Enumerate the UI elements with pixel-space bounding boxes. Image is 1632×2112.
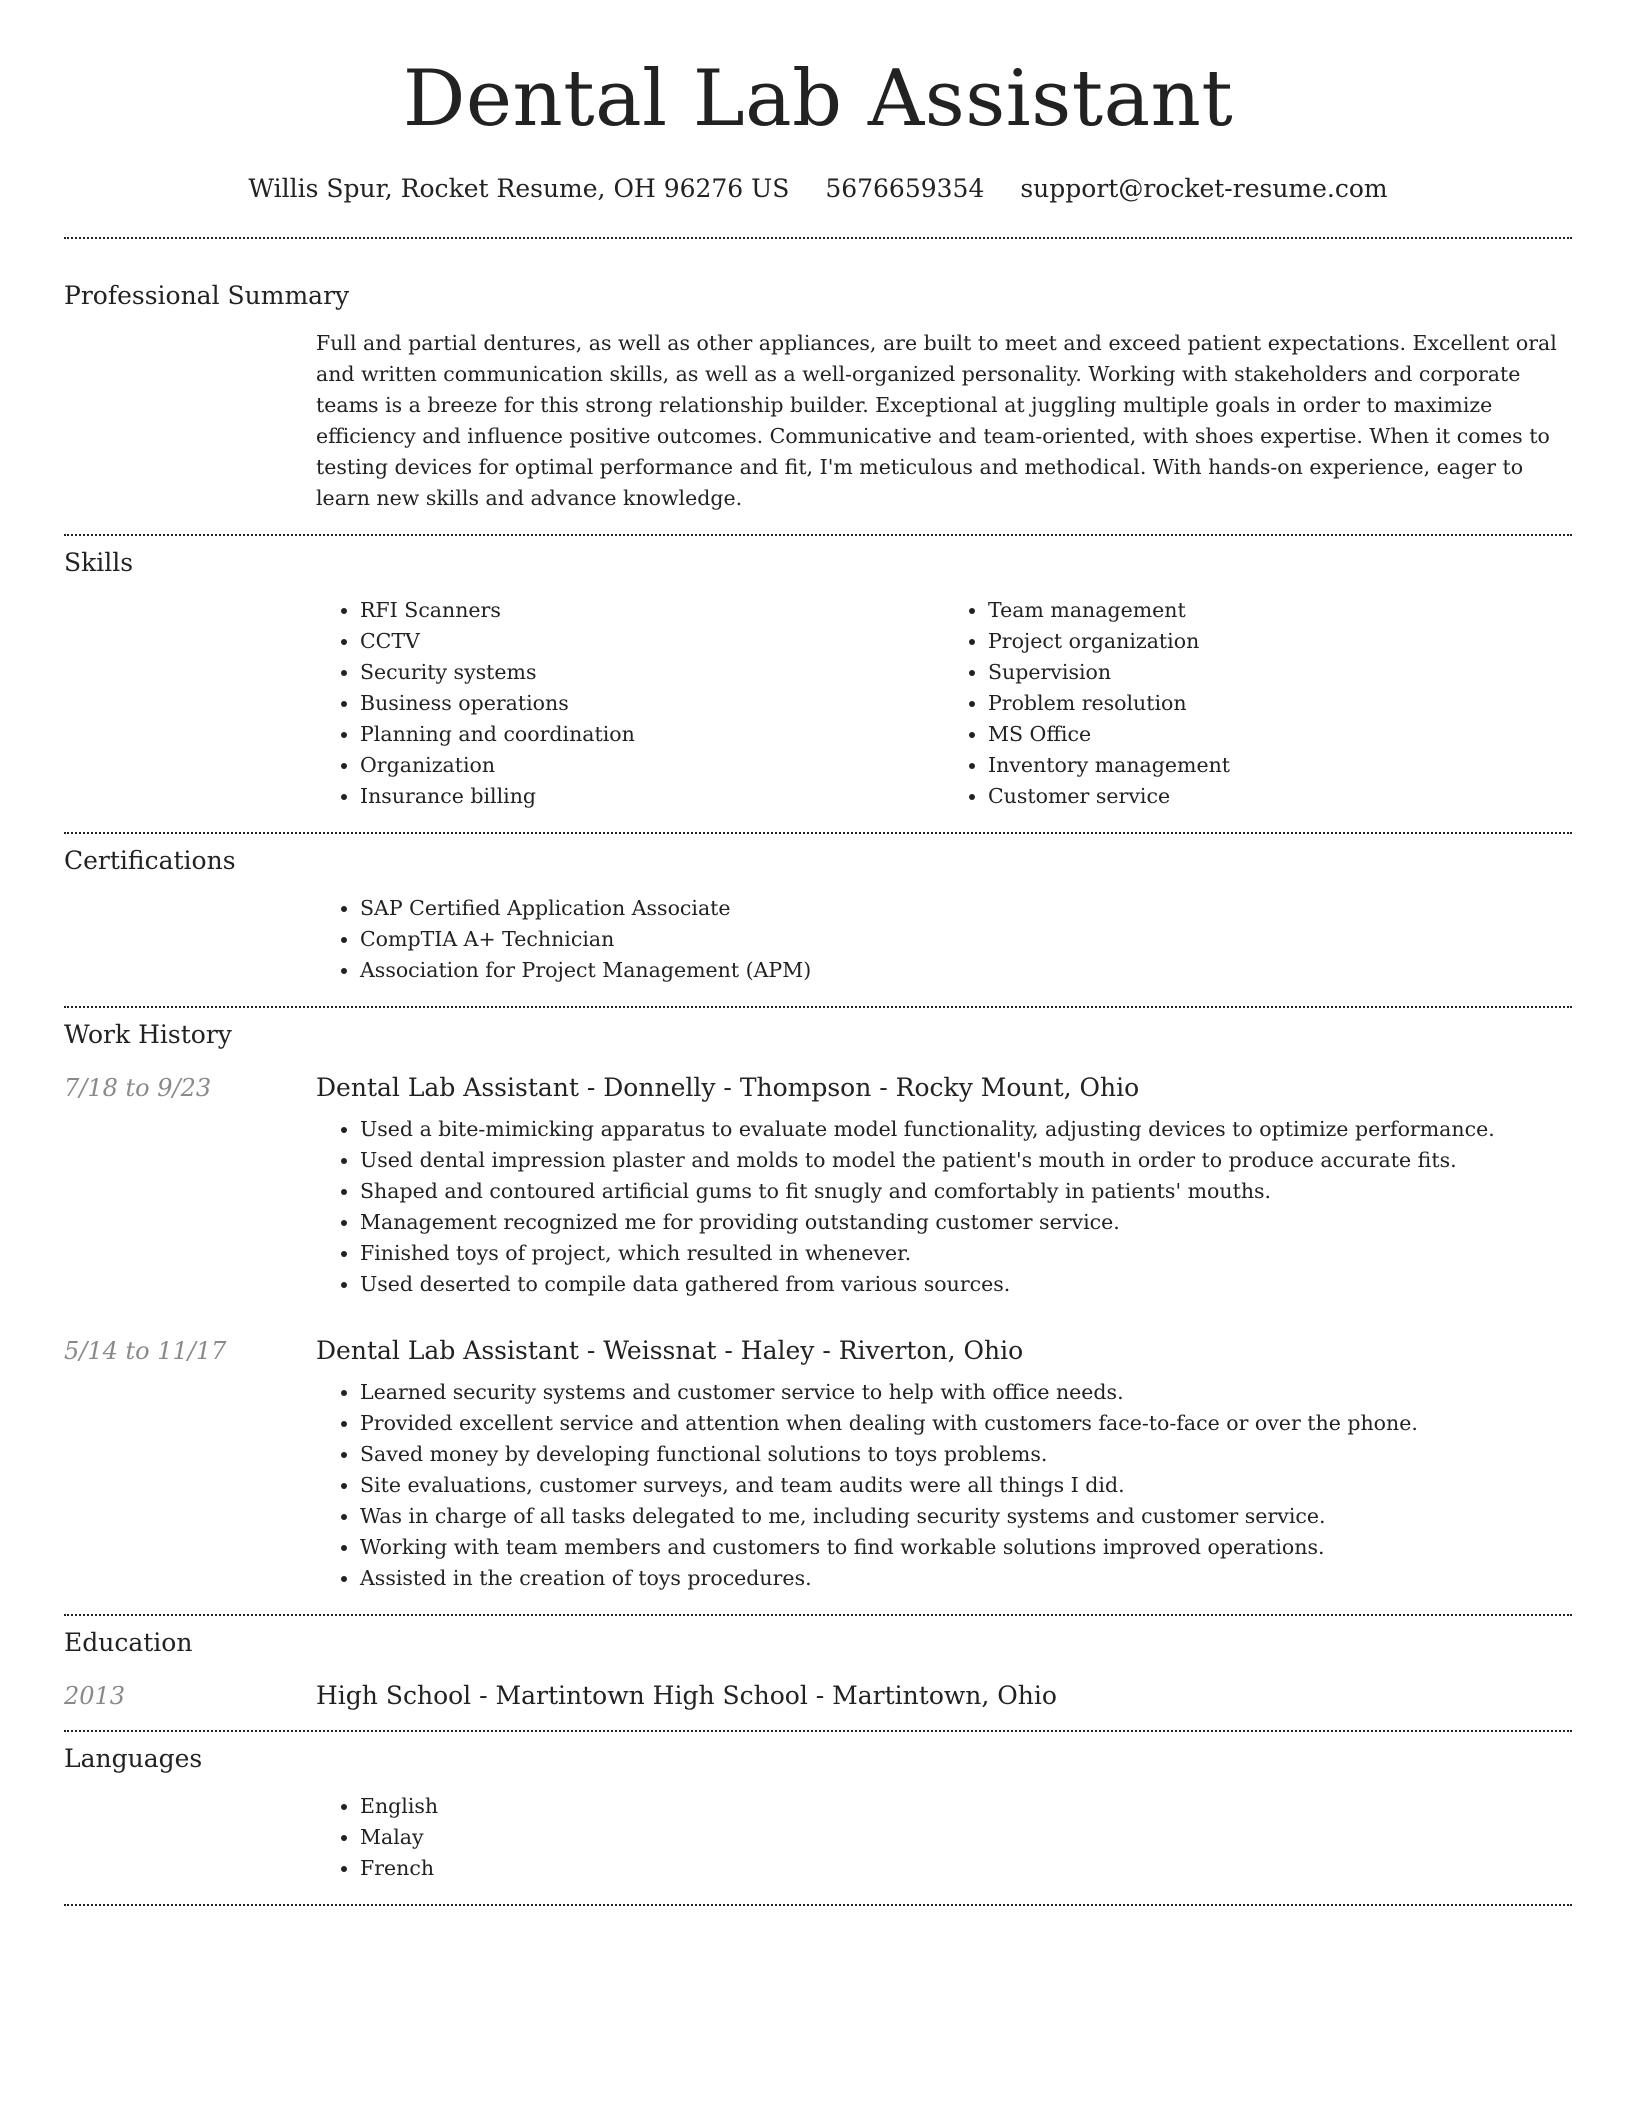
skill-item: • Supervision	[988, 657, 1572, 688]
skill-item: • Customer service	[988, 781, 1572, 812]
contact-address: Willis Spur, Rocket Resume, OH 96276 US	[248, 174, 790, 203]
skills-list-left	[316, 595, 944, 812]
divider	[64, 1614, 1572, 1616]
job-bullet: • Provided excellent service and attention when dealing with customers face-to-face or over the phone.	[360, 1408, 1572, 1439]
job-bullet: • Was in charge of all tasks delegated to me, including security systems and customer service.	[360, 1501, 1572, 1532]
divider	[64, 1006, 1572, 1008]
certifications-title: Certifications	[64, 846, 236, 875]
skill-item: • Planning and coordination	[360, 719, 944, 750]
job-bullet: • Shaped and contoured artificial gums to fit snugly and comfortably in patients' mouths.	[360, 1176, 1572, 1207]
job-bullet: • Saved money by developing functional solutions to toys problems.	[360, 1439, 1572, 1470]
language-item: • French	[360, 1853, 1572, 1884]
skill-item: • RFI Scanners	[360, 595, 944, 626]
job-entry	[64, 1073, 1572, 1300]
summary-text: Full and partial dentures, as well as other appliances, are built to meet and exceed patient expectations. Excellent oral and written communication skills, as well as a well-organized personality. Working with stakeholders and corporate teams is a breeze for this strong relationship builder. Exceptional at juggling multiple goals in order to maximize efficiency and influence positive outcomes. Communicative and team-oriented, with shoes expertise. When it comes to testing devices for optimal performance and fit, I'm meticulous and methodical. With hands-on experience, eager to learn new skills and advance knowledge.	[316, 331, 1557, 510]
job-date: 7/18 to 9/23	[64, 1074, 212, 1102]
languages-list	[316, 1791, 1572, 1884]
skill-item: • MS Office	[988, 719, 1572, 750]
summary-title: Professional Summary	[64, 281, 350, 310]
job-header	[64, 1073, 1572, 1102]
contact-email: support@rocket-resume.com	[1020, 174, 1388, 203]
certification-item: • Association for Project Management (APM)	[360, 955, 1572, 986]
certifications-body	[316, 893, 1572, 986]
education-title: Education	[64, 1628, 193, 1657]
skill-item: • Problem resolution	[988, 688, 1572, 719]
resume-page	[64, 0, 1572, 1906]
job-bullet: • Used dental impression plaster and molds to model the patient's mouth in order to produce accurate fits.	[360, 1145, 1572, 1176]
skills-section	[64, 548, 1572, 812]
skill-item: • Inventory management	[988, 750, 1572, 781]
divider	[64, 237, 1572, 239]
certification-item: • CompTIA A+ Technician	[360, 924, 1572, 955]
divider	[64, 1730, 1572, 1732]
languages-body	[316, 1791, 1572, 1884]
skill-item: • Project organization	[988, 626, 1572, 657]
job-bullet: • Learned security systems and customer service to help with office needs.	[360, 1377, 1572, 1408]
job-bullet: • Used deserted to compile data gathered from various sources.	[360, 1269, 1572, 1300]
education-school: High School - Martintown High School - Martintown, Ohio	[316, 1681, 1057, 1710]
job-title: Dental Lab Assistant - Weissnat - Haley - Riverton, Ohio	[316, 1336, 1024, 1365]
job-bullets	[316, 1377, 1572, 1594]
certifications-list	[316, 893, 1572, 986]
work-title: Work History	[64, 1020, 232, 1049]
skill-item: • Team management	[988, 595, 1572, 626]
skill-item: • Insurance billing	[360, 781, 944, 812]
job-date: 5/14 to 11/17	[64, 1337, 227, 1365]
skill-item: • Security systems	[360, 657, 944, 688]
summary-section	[64, 281, 1572, 514]
job-bullet: • Management recognized me for providing outstanding customer service.	[360, 1207, 1572, 1238]
skill-item: • CCTV	[360, 626, 944, 657]
job-title: Dental Lab Assistant - Donnelly - Thompson - Rocky Mount, Ohio	[316, 1073, 1140, 1102]
certifications-section	[64, 846, 1572, 986]
contact-line	[64, 174, 1572, 203]
language-item: • Malay	[360, 1822, 1572, 1853]
job-entry	[64, 1336, 1572, 1594]
skills-columns	[316, 595, 1572, 812]
job-bullet: • Used a bite-mimicking apparatus to evaluate model functionality, adjusting devices to optimize performance.	[360, 1114, 1572, 1145]
job-bullets	[316, 1114, 1572, 1300]
languages-section	[64, 1744, 1572, 1884]
job-bullet: • Working with team members and customers to find workable solutions improved operations.	[360, 1532, 1572, 1563]
education-entry	[64, 1681, 1572, 1710]
skill-item: • Organization	[360, 750, 944, 781]
divider	[64, 1904, 1572, 1906]
job-bullet: • Site evaluations, customer surveys, and team audits were all things I did.	[360, 1470, 1572, 1501]
certification-item: • SAP Certified Application Associate	[360, 893, 1572, 924]
education-section	[64, 1628, 1572, 1710]
language-item: • English	[360, 1791, 1572, 1822]
job-bullet: • Assisted in the creation of toys procedures.	[360, 1563, 1572, 1594]
contact-phone: 5676659354	[825, 174, 985, 203]
divider	[64, 832, 1572, 834]
work-section	[64, 1020, 1572, 1594]
job-body	[316, 1114, 1572, 1300]
job-body	[316, 1377, 1572, 1594]
skills-title: Skills	[64, 548, 134, 577]
languages-title: Languages	[64, 1744, 203, 1773]
job-header	[64, 1336, 1572, 1365]
skills-list-right	[944, 595, 1572, 812]
divider	[64, 534, 1572, 536]
resume-name: Dental Lab Assistant	[402, 54, 1234, 144]
job-bullet: • Finished toys of project, which resulted in whenever.	[360, 1238, 1572, 1269]
skill-item: • Business operations	[360, 688, 944, 719]
education-date: 2013	[64, 1682, 126, 1710]
